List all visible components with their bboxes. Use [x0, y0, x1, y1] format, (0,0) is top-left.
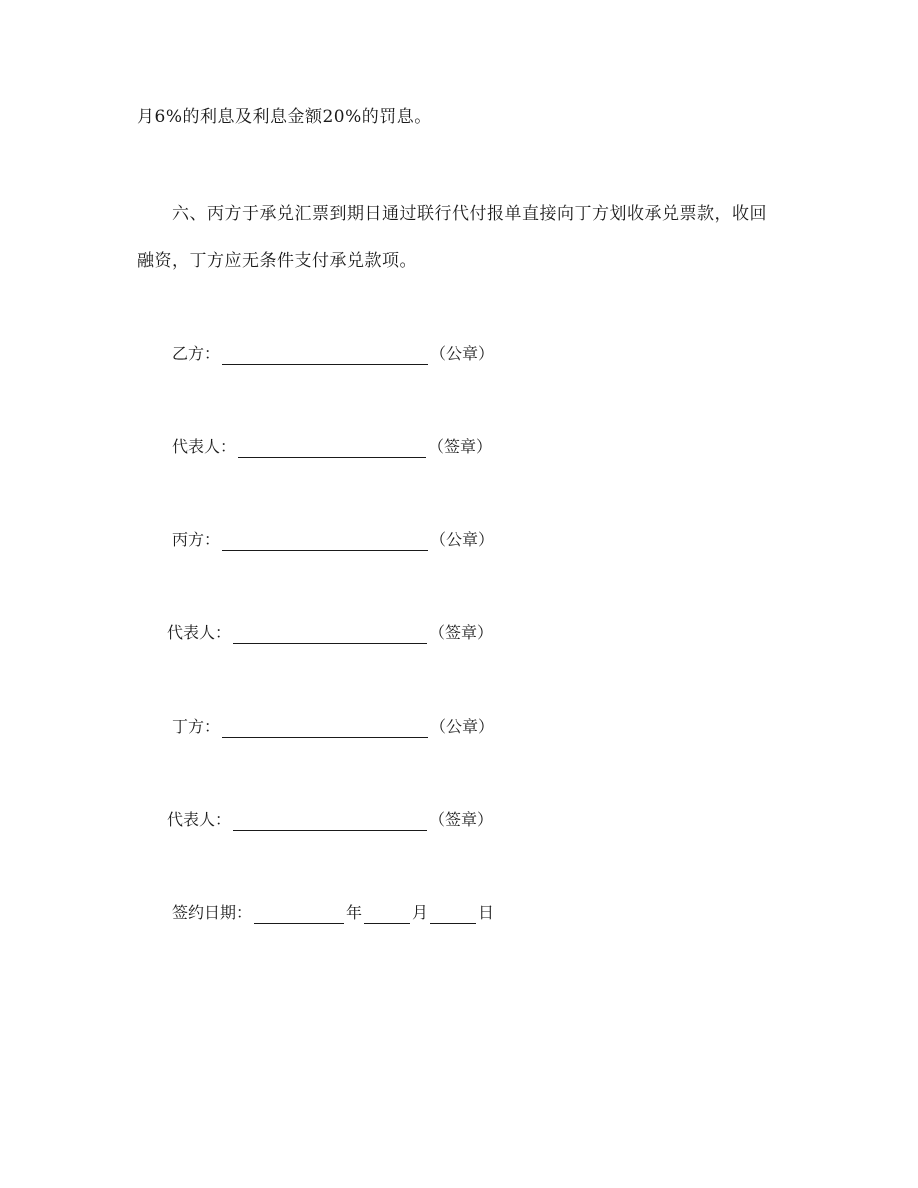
signature-suffix: （签章） [429, 810, 494, 829]
signature-blank [238, 443, 426, 458]
signature-label: 乙方： [172, 344, 221, 363]
month-label: 月 [412, 903, 429, 922]
signature-suffix: （公章） [430, 530, 495, 549]
signature-row-party-b-representative [172, 436, 492, 458]
signature-blank [222, 536, 428, 551]
signature-row-party-d [172, 716, 494, 738]
signature-blank [222, 350, 428, 365]
sign-date-label: 签约日期： [172, 903, 253, 922]
signature-row-party-c-representative [167, 622, 493, 644]
signature-row-party-d-representative [167, 809, 493, 831]
signature-suffix: （签章） [428, 437, 493, 456]
paragraph-tail: 月6%的利息及利息金额20%的罚息。 [137, 107, 432, 127]
year-label: 年 [346, 903, 363, 922]
signature-label: 代表人： [167, 623, 232, 642]
signature-suffix: （公章） [430, 717, 495, 736]
signature-label: 代表人： [172, 437, 237, 456]
clause-six-line-2: 融资，丁方应无条件支付承兑款项。 [137, 251, 417, 271]
day-label: 日 [478, 903, 495, 922]
signature-blank [233, 629, 427, 644]
clause-six-line-1: 六、丙方于承兑汇票到期日通过联行代付报单直接向丁方划收承兑票款，收回 [172, 204, 767, 224]
sign-date-row [172, 902, 494, 924]
signature-label: 丙方： [172, 530, 221, 549]
signature-blank [222, 723, 428, 738]
signature-blank [233, 816, 427, 831]
month-blank [364, 909, 410, 924]
signature-row-party-c [172, 529, 494, 551]
signature-label: 丁方： [172, 717, 221, 736]
day-blank [430, 909, 476, 924]
year-blank [254, 909, 344, 924]
signature-suffix: （签章） [429, 623, 494, 642]
signature-label: 代表人： [167, 810, 232, 829]
signature-suffix: （公章） [430, 344, 495, 363]
signature-row-party-b [172, 343, 494, 365]
